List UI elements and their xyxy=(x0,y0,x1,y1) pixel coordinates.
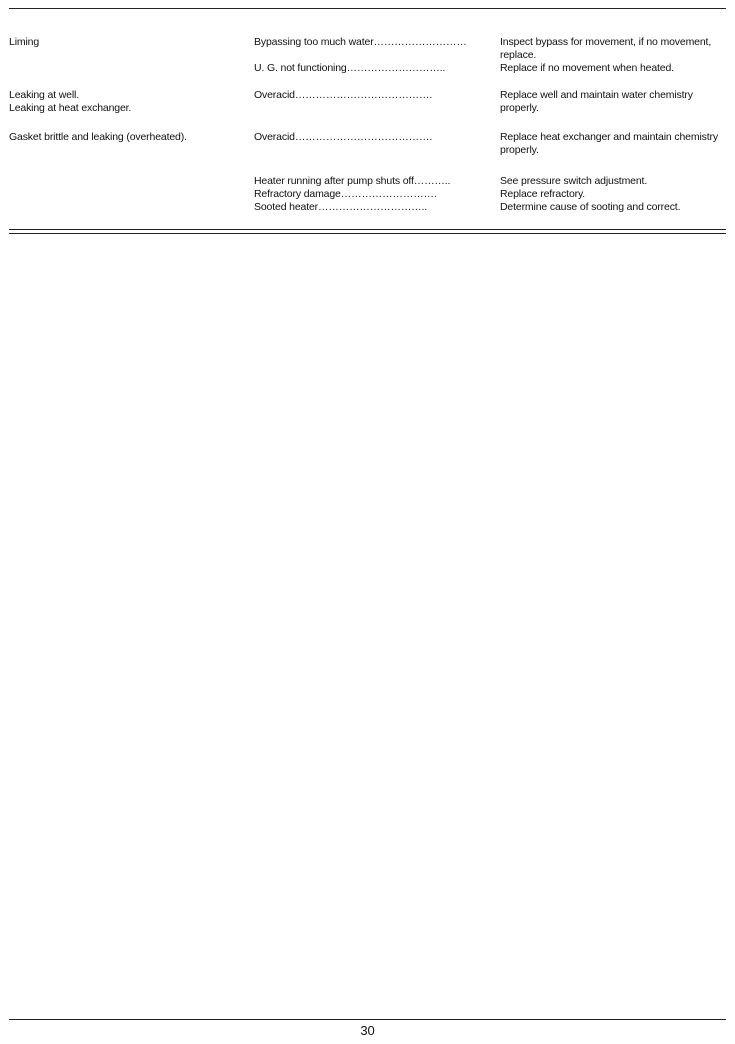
remedy-text: Replace refractory. xyxy=(500,188,586,200)
cause-text: Sooted heater………………………….. xyxy=(254,201,428,213)
remedy-text: Inspect bypass for movement, if no movement, replace. xyxy=(500,36,712,61)
table-row xyxy=(9,175,726,217)
problem-text: Liming xyxy=(9,36,40,48)
remedy-text: Replace if no movement when heated. xyxy=(500,62,674,74)
cause-text: Heater running after pump shuts off……….. xyxy=(254,175,451,187)
cause-text: Overacid…………………………………. xyxy=(254,131,433,143)
cause-cell xyxy=(254,89,494,102)
page-number: 30 xyxy=(360,1023,375,1038)
remedy-cell xyxy=(500,175,726,214)
table-row xyxy=(9,131,726,175)
cause-text: Refractory damage………………………. xyxy=(254,188,437,200)
cause-cell xyxy=(254,131,494,144)
troubleshooting-table xyxy=(9,36,726,217)
top-rule xyxy=(9,8,726,9)
table-bottom-rule xyxy=(9,233,726,234)
remedy-text: Determine cause of sooting and correct. xyxy=(500,201,681,213)
remedy-cell xyxy=(500,131,726,157)
cause-cell xyxy=(254,36,494,75)
problem-cell xyxy=(9,36,239,49)
problem-text: Leaking at well. xyxy=(9,89,79,101)
table-row xyxy=(9,36,726,75)
problem-cell xyxy=(9,131,239,144)
remedy-text: Replace well and maintain water chemistry properly. xyxy=(500,89,693,114)
remedy-text: See pressure switch adjustment. xyxy=(500,175,648,187)
table-row xyxy=(9,89,726,131)
cause-text: U. G. not functioning……………………….. xyxy=(254,62,446,74)
footer-rule xyxy=(9,1019,726,1020)
remedy-text: Replace heat exchanger and maintain chemistry properly. xyxy=(500,131,718,156)
table-bottom-rule xyxy=(9,229,726,230)
remedy-cell xyxy=(500,89,726,115)
cause-cell xyxy=(254,175,494,214)
problem-text: Leaking at heat exchanger. xyxy=(9,102,132,114)
cause-text: Bypassing too much water……………………… xyxy=(254,36,467,48)
cause-text: Overacid…………………………………. xyxy=(254,89,433,101)
problem-text: Gasket brittle and leaking (overheated). xyxy=(9,131,187,143)
problem-cell xyxy=(9,89,239,115)
remedy-cell xyxy=(500,36,726,75)
